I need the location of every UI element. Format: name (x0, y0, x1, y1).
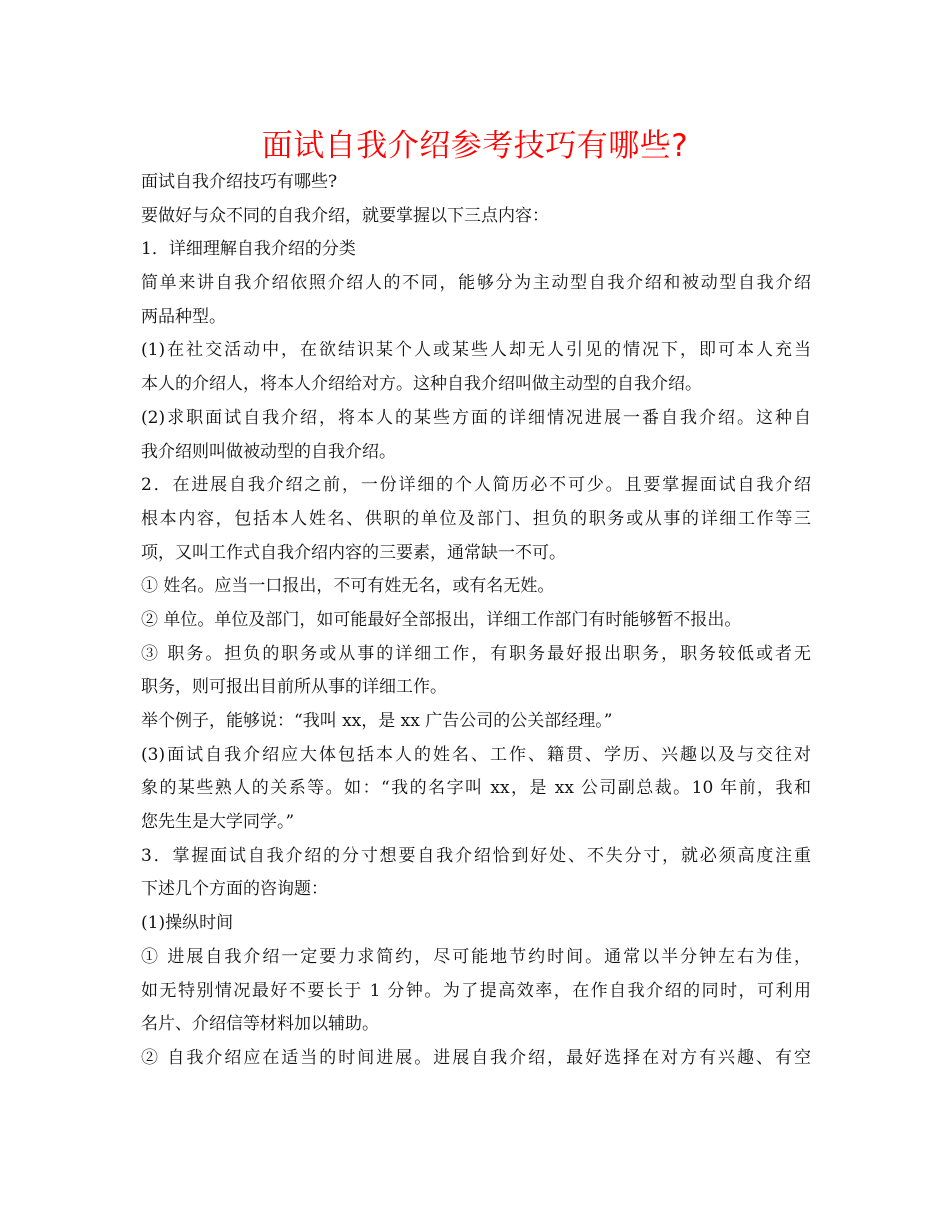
document-title: 面试自我介绍参考技巧有哪些? (261, 128, 689, 164)
paragraph-line: 您先生是大学同学。” (141, 812, 295, 833)
list-item: ② 单位。单位及部门，如可能最好全部报出，详细工作部门有时能够暂不报出。 (141, 609, 742, 630)
list-item: ① 姓名。应当一口报出，不可有姓无名，或有名无姓。 (141, 576, 555, 597)
list-item: ② 自我介绍应在适当的时间进展。进展自我介绍，最好选择在对方有兴趣、有空 (141, 1047, 811, 1068)
paragraph-line: 如无特别情况最好不要长于 1 分钟。为了提高效率，在作自我介绍的同时，可利用 (141, 980, 811, 1001)
paragraph-line: (1)在社交活动中，在欲结识某个人或某些人却无人引见的情况下，即可本人充当 (141, 340, 811, 361)
list-item: ③ 职务。担负的职务或从事的详细工作，有职务最好报出职务，职务较低或者无 (141, 643, 811, 664)
paragraph-line: 我介绍则叫做被动型的自我介绍。 (141, 441, 396, 462)
list-item: ① 进展自我介绍一定要力求简约，尽可能地节约时间。通常以半分钟左右为佳， (141, 946, 811, 967)
paragraph-line: (3)面试自我介绍应大体包括本人的姓名、工作、籍贯、学历、兴趣以及与交往对 (141, 744, 811, 765)
paragraph-line: 要做好与众不同的自我介绍，就要掌握以下三点内容： (141, 205, 549, 226)
paragraph-line: 名片、介绍信等材料加以辅助。 (141, 1014, 379, 1035)
subsection-heading: (1)操纵时间 (141, 913, 234, 934)
document-body (141, 166, 811, 1076)
paragraph-line: 根本内容，包括本人姓名、供职的单位及部门、担负的职务或从事的详细工作等三 (141, 508, 811, 529)
paragraph-line: 象的某些熟人的关系等。如：“我的名字叫 xx，是 xx 公司副总裁。10 年前，我和 (141, 778, 811, 799)
paragraph-line: (2)求职面试自我介绍，将本人的某些方面的详细情况进展一番自我介绍。这种自 (141, 407, 811, 428)
paragraph-line: 项，又叫工作式自我介绍内容的三要素，通常缺一不可。 (141, 542, 566, 563)
section-heading: 1．详细理解自我介绍的分类 (141, 239, 356, 260)
paragraph-line: 下述几个方面的咨询题： (141, 879, 328, 900)
section-heading: 3．掌握面试自我介绍的分寸想要自我介绍恰到好处、不失分寸，就必须高度注重 (141, 845, 811, 866)
paragraph-line: 举个例子，能够说：“我叫 xx，是 xx 广告公司的公关部经理。” (141, 711, 613, 731)
paragraph-line: 两品种型。 (141, 306, 226, 327)
section-heading: 2．在进展自我介绍之前，一份详细的个人简历必不可少。且要掌握面试自我介绍 (141, 475, 811, 496)
paragraph-line: 本人的介绍人，将本人介绍给对方。这种自我介绍叫做主动型的自我介绍。 (141, 374, 702, 395)
paragraph-line: 职务，则可报出目前所从事的详细工作。 (141, 677, 447, 698)
paragraph-line: 面试自我介绍技巧有哪些? (141, 172, 338, 192)
paragraph-line: 简单来讲自我介绍依照介绍人的不同，能够分为主动型自我介绍和被动型自我介绍 (141, 273, 811, 294)
